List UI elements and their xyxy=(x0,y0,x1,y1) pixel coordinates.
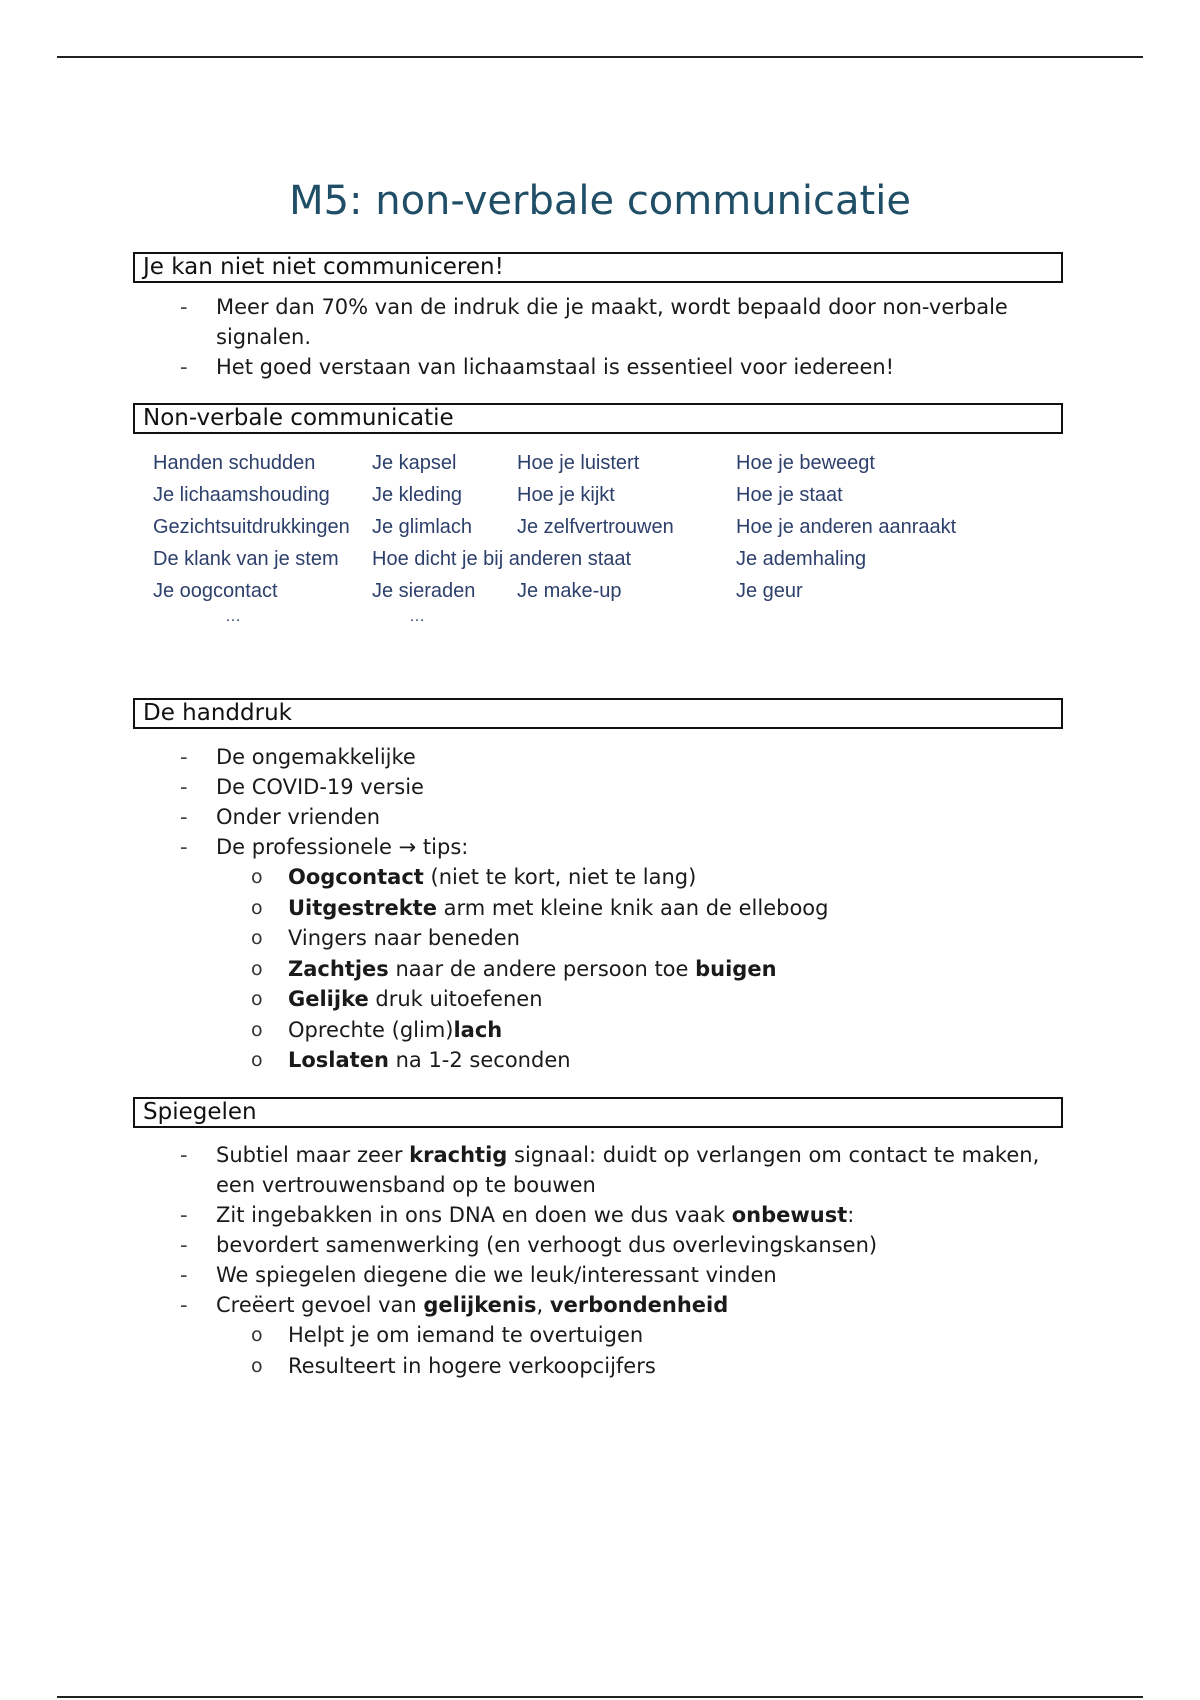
grid-item: Hoe dicht je bij anderen staat xyxy=(372,548,632,570)
grid-item: Hoe je beweegt xyxy=(736,452,875,474)
list-item: - Onder vrienden xyxy=(0,802,1076,832)
tip-item: o Oogcontact (niet te kort, niet te lang) xyxy=(0,862,1076,893)
grid-item: Je ademhaling xyxy=(736,548,867,570)
list-item-text: De professionele → tips: xyxy=(216,835,469,859)
grid-item: Hoe je staat xyxy=(736,484,843,506)
section-heading-nonverbal: Non-verbale communicatie xyxy=(133,403,1063,434)
tips-list xyxy=(216,862,1076,1076)
mirroring-list xyxy=(0,1140,1200,1381)
list-item: - Zit ingebakken in ons DNA en doen we dus vaak onbewust: xyxy=(0,1200,1076,1230)
section-heading-mirroring: Spiegelen xyxy=(133,1097,1063,1128)
footer-rule xyxy=(57,1696,1143,1698)
list-item: - bevordert samenwerking (en verhoogt dus overlevingskansen) xyxy=(0,1230,1076,1260)
tip-item: o Loslaten na 1-2 seconden xyxy=(0,1045,1076,1076)
grid-item: Hoe je luistert xyxy=(517,452,640,474)
list-item: - Meer dan 70% van de indruk die je maakt, wordt bepaald door non-verbale signalen. xyxy=(0,292,1076,352)
grid-ellipsis: … xyxy=(225,608,241,625)
grid-item: Hoe je anderen aanraakt xyxy=(736,516,957,538)
tip-item: o Zachtjes naar de andere persoon toe buigen xyxy=(0,954,1076,985)
grid-item: Hoe je kijkt xyxy=(517,484,615,506)
grid-item: Gezichtsuitdrukkingen xyxy=(153,516,350,538)
list-item: - Het goed verstaan van lichaamstaal is essentieel voor iedereen! xyxy=(0,352,1076,382)
list-item: - We spiegelen diegene die we leuk/interessant vinden xyxy=(0,1260,1076,1290)
tip-item: o Vingers naar beneden xyxy=(0,923,1076,954)
grid-item: De klank van je stem xyxy=(153,548,339,570)
grid-item: Je kapsel xyxy=(372,452,457,474)
mirroring-sub-list xyxy=(216,1320,1076,1381)
sub-item: o Helpt je om iemand te overtuigen xyxy=(0,1320,1076,1351)
intro-list xyxy=(0,292,1200,382)
sub-item: o Resulteert in hogere verkoopcijfers xyxy=(0,1351,1076,1382)
list-item: - Subtiel maar zeer krachtig signaal: duidt op verlangen om contact te maken, een vertrouwensband op te bouwen xyxy=(0,1140,1076,1200)
tip-item: o Oprechte (glim)lach xyxy=(0,1015,1076,1046)
tip-item: o Uitgestrekte arm met kleine knik aan de elleboog xyxy=(0,893,1076,924)
grid-item: Je make-up xyxy=(517,580,622,602)
grid-item: Je kleding xyxy=(372,484,463,506)
grid-item: Je zelfvertrouwen xyxy=(517,516,674,538)
grid-item: Handen schudden xyxy=(153,452,316,474)
grid-item: Je sieraden xyxy=(372,580,476,602)
nonverbal-grid xyxy=(153,452,993,630)
handshake-list xyxy=(0,742,1200,1076)
list-item: - De ongemakkelijke xyxy=(0,742,1076,772)
list-item: - De COVID-19 versie xyxy=(0,772,1076,802)
grid-item: Je lichaamshouding xyxy=(153,484,330,506)
page-title: M5: non-verbale communicatie xyxy=(289,178,911,224)
grid-ellipsis: … xyxy=(409,608,425,625)
tip-item: o Gelijke druk uitoefenen xyxy=(0,984,1076,1015)
list-item xyxy=(0,832,1076,1076)
header-rule xyxy=(57,56,1143,58)
grid-item: Je glimlach xyxy=(372,516,473,538)
section-heading-handshake: De handdruk xyxy=(133,698,1063,729)
grid-item: Je oogcontact xyxy=(153,580,278,602)
list-item: - Creëert gevoel van gelijkenis, verbondenheid o Helpt je om iemand te overtuigen o Resulteert in hogere verkoopcijfers xyxy=(0,1290,1076,1381)
grid-item: Je geur xyxy=(736,580,803,602)
section-heading-intro: Je kan niet niet communiceren! xyxy=(133,252,1063,283)
